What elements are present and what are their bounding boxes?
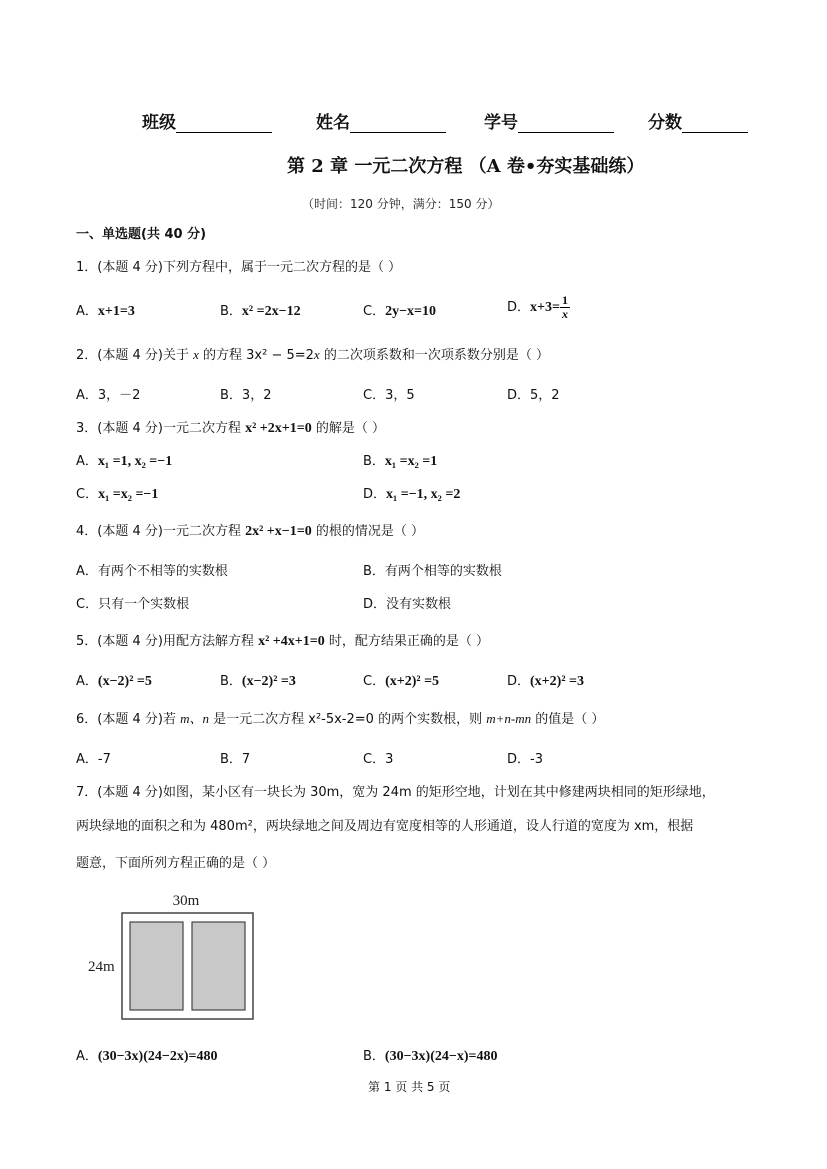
stem-variable: x <box>193 347 199 362</box>
question-1-option-b <box>220 300 301 320</box>
question-2-option-a: A．3，－2 <box>76 388 141 403</box>
question-1-stem: 1．(本题 4 分)下列方程中，属于一元二次方程的是（ ） <box>76 260 402 275</box>
option-math: x₁ =x₂ =1 <box>384 454 438 469</box>
question-7-option-b <box>363 1045 498 1065</box>
question-5-option-a <box>76 670 152 690</box>
stem-variable: x <box>313 347 320 362</box>
question-2-option-c: C．3，5 <box>363 388 415 403</box>
stem-text: 时，配方结果正确的是（ ） <box>324 634 489 649</box>
option-math: (x−2)² =3 <box>241 674 296 689</box>
stem-text: 的方程 3x² − 5=2 <box>198 348 314 363</box>
question-2-option-d: D．5，2 <box>507 388 560 403</box>
question-3-option-a <box>76 450 172 470</box>
option-math: (x−2)² =5 <box>97 674 152 689</box>
option-math: (30−3x)(24−2x)=480 <box>97 1049 218 1064</box>
student-id-blank <box>518 114 614 133</box>
question-4-option-c: C．只有一个实数根 <box>76 597 190 612</box>
figure-width-label: 30m <box>172 893 200 909</box>
section-heading: 一、单选题(共 40 分) <box>76 227 207 242</box>
green-area-right <box>192 922 245 1010</box>
option-math: x+3= <box>530 300 560 315</box>
class-blank <box>176 114 272 133</box>
score-label: 分数 <box>648 113 682 133</box>
stem-text: 的根的情况是（ ） <box>311 524 424 539</box>
stem-text: 是一元二次方程 x²-5x-2=0 的两个实数根，则 <box>208 712 487 727</box>
option-label: B． <box>220 674 242 689</box>
stem-variable: m+n-mn <box>486 711 532 726</box>
option-label: D． <box>363 487 387 502</box>
question-5-stem <box>76 630 489 650</box>
fraction-denominator: x <box>561 307 568 321</box>
stem-text: 4．(本题 4 分)一元二次方程 <box>76 524 246 539</box>
question-2-stem <box>76 344 549 363</box>
page-subtitle: （时间：120 分钟，满分：150 分） <box>302 197 500 211</box>
option-label: B． <box>363 454 385 469</box>
stem-variable: m、n <box>180 711 209 726</box>
option-math: x₁ =1, x₂ =−1 <box>97 454 173 469</box>
option-label: C． <box>363 304 386 319</box>
option-label: A． <box>76 1049 98 1064</box>
question-7-option-a <box>76 1045 218 1065</box>
question-1-option-c <box>363 300 436 320</box>
question-4-option-a: A．有两个不相等的实数根 <box>76 564 228 579</box>
question-3-option-c <box>76 483 158 503</box>
figure-height-label: 24m <box>88 959 115 975</box>
stem-text: 的值是（ ） <box>531 712 605 727</box>
question-7-line-3: 题意，下面所列方程正确的是（ ） <box>76 856 276 871</box>
score-field <box>648 108 748 133</box>
question-4-stem <box>76 520 424 540</box>
option-label: B． <box>220 304 242 319</box>
class-field <box>142 108 272 133</box>
option-label: C． <box>363 674 386 689</box>
question-6-option-c: C．3 <box>363 752 394 767</box>
option-math: x₁ =−1, x₂ =2 <box>386 487 461 502</box>
option-math: (x+2)² =5 <box>385 674 440 689</box>
question-1-option-a <box>76 300 135 320</box>
question-6-stem <box>76 708 604 727</box>
question-2-option-b: B．3，2 <box>220 388 272 403</box>
option-math: (x+2)² =3 <box>530 674 584 689</box>
fraction-numerator: 1 <box>561 293 568 307</box>
green-area-left <box>130 922 183 1010</box>
option-math: (30−3x)(24−x)=480 <box>384 1049 498 1064</box>
stem-text: 的二次项系数和一次项系数分别是（ ） <box>319 348 549 363</box>
option-label: D． <box>507 300 531 315</box>
class-label: 班级 <box>142 113 176 133</box>
student-id-field <box>484 108 614 133</box>
question-4-option-b: B．有两个相等的实数根 <box>363 564 502 579</box>
rectangle-field-figure <box>80 885 270 1025</box>
question-4-option-d: D．没有实数根 <box>363 597 452 612</box>
question-5-option-d <box>507 670 584 690</box>
question-5-option-b <box>220 670 296 690</box>
question-1-option-d <box>507 294 570 321</box>
question-6-option-a: A．-7 <box>76 752 111 767</box>
score-blank <box>682 114 748 133</box>
page-title: 第 2 章 一元二次方程 （A 卷•夯实基础练） <box>287 156 645 177</box>
option-label: B． <box>363 1049 385 1064</box>
option-math: x+1=3 <box>97 304 135 319</box>
student-id-label: 学号 <box>484 113 518 133</box>
name-field <box>316 108 446 133</box>
stem-text: 的解是（ ） <box>311 421 385 436</box>
option-label: D． <box>507 674 531 689</box>
option-math: x² =2x−12 <box>241 304 301 319</box>
question-5-option-c <box>363 670 439 690</box>
option-math: x₁ =x₂ =−1 <box>98 487 159 502</box>
question-6-option-b: B．7 <box>220 752 251 767</box>
stem-text: 5．(本题 4 分)用配方法解方程 <box>76 634 259 649</box>
option-label: A． <box>76 304 98 319</box>
stem-text: 6．(本题 4 分)若 <box>76 712 181 727</box>
name-blank <box>350 114 446 133</box>
option-label: A． <box>76 674 98 689</box>
stem-equation: x² +4x+1=0 <box>258 634 325 649</box>
stem-text: 2．(本题 4 分)关于 <box>76 348 194 363</box>
question-7-line-1: 7．(本题 4 分)如图，某小区有一块长为 30m，宽为 24m 的矩形空地，计划在其中修建两块相同的矩形绿地， <box>76 785 715 800</box>
question-7-line-2: 两块绿地的面积之和为 480m²，两块绿地之间及周边有宽度相等的人形通道，设人行道的宽度为 xm，根据 <box>76 819 694 834</box>
stem-equation: x² +2x+1=0 <box>245 421 312 436</box>
page-footer: 第 1 页 共 5 页 <box>368 1080 451 1094</box>
question-3-stem <box>76 417 385 437</box>
question-3-option-d <box>363 483 460 503</box>
stem-text: 3．(本题 4 分)一元二次方程 <box>76 421 246 436</box>
option-label: C． <box>76 487 99 502</box>
option-label: A． <box>76 454 98 469</box>
question-6-option-d: D．-3 <box>507 752 543 767</box>
name-label: 姓名 <box>316 113 350 133</box>
question-3-option-b <box>363 450 437 470</box>
fraction <box>560 294 570 321</box>
stem-equation: 2x² +x−1=0 <box>245 524 312 539</box>
option-math: 2y−x=10 <box>385 304 437 319</box>
